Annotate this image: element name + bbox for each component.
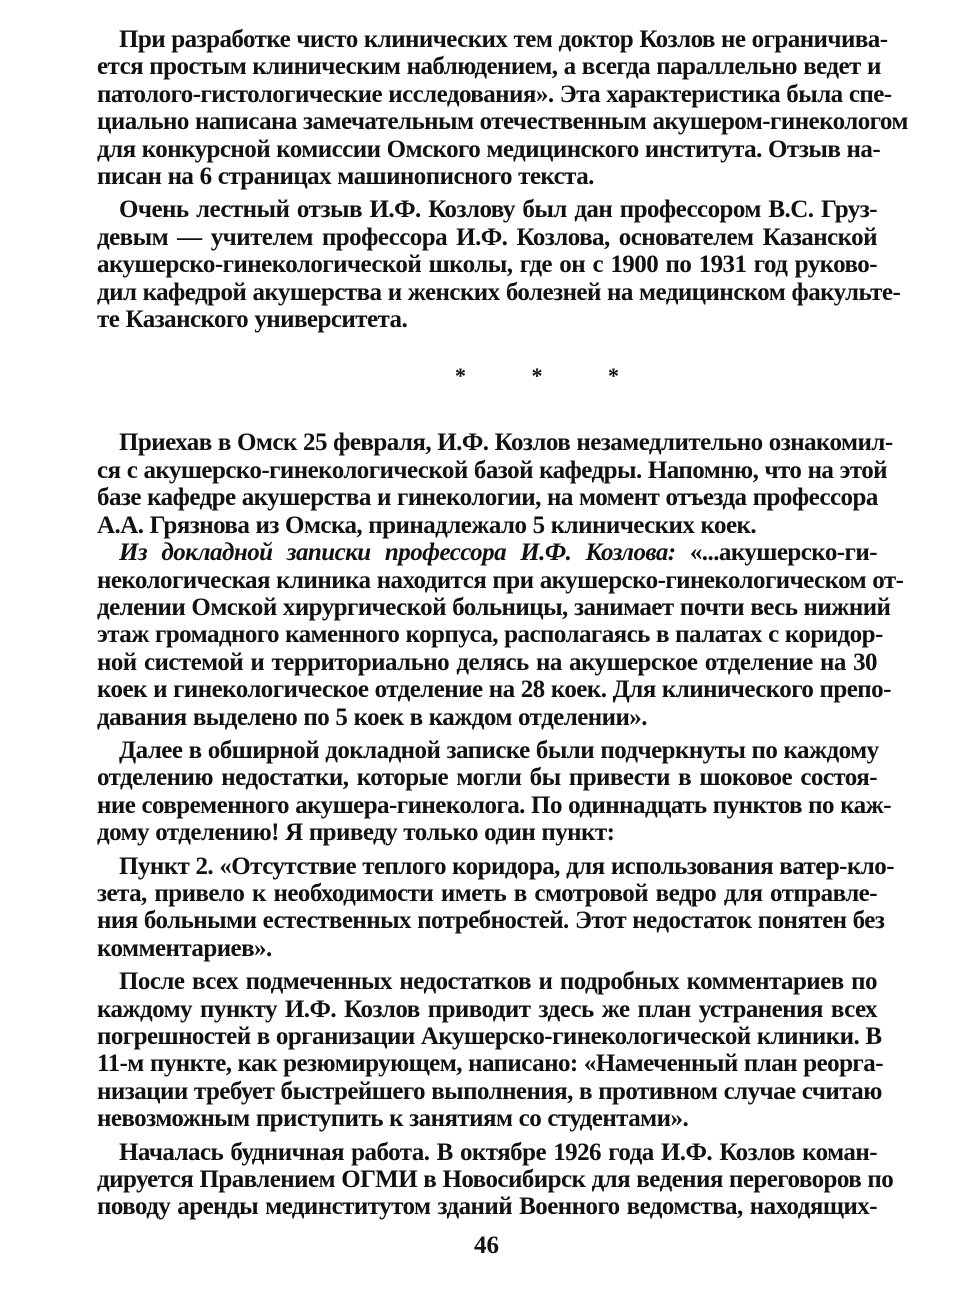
text-line: писан на 6 страницах машинописного текста. — [97, 163, 594, 191]
text-line: Началась будничная работа. В октябре 1926 года И.Ф. Козлов коман- — [119, 1138, 877, 1166]
text-line — [97, 539, 877, 566]
text-line: этаж громадного каменного корпуса, располагаясь в палатах с коридор- — [97, 621, 883, 649]
text-line: базе кафедре акушерства и гинекологии, на момент отъезда профессора — [97, 484, 878, 512]
paragraph-5 — [97, 736, 891, 847]
paragraph-4 — [97, 539, 904, 731]
text-line: некологическая клиника находится при акушерско-гинекологическом от- — [97, 566, 904, 594]
text-line: ние современного акушера-гинеколога. По одиннадцать пунктов по каж- — [97, 791, 891, 819]
text-line: каждому пункту И.Ф. Козлов приводит здесь же план устранения всех — [97, 995, 877, 1023]
report-quote-lead: Из докладной записки профессора И.Ф. Козлова: — [119, 539, 676, 567]
text-line: ной системой и территориально делясь на акушерское отделение на 30 — [97, 648, 877, 676]
text-line: делении Омской хирургической больницы, занимает почти весь нижний — [97, 593, 891, 621]
paragraph-7 — [97, 968, 883, 1133]
text-line: давания выделено по 5 коек в каждом отделении». — [97, 703, 647, 731]
text-line: низации требует быстрейшего выполнения, в противном случае считаю — [97, 1077, 882, 1105]
text-line: зета, привело к необходимости иметь в смотровой ведро для отправле- — [97, 879, 877, 907]
text-line: невозможным приступить к занятиям со студентами». — [97, 1105, 689, 1133]
text-line: дил кафедрой акушерства и женских болезней на медицинском факульте- — [97, 278, 901, 306]
text-line: 11-м пункте, как резюмирующем, написано: «Намеченный план реорга- — [97, 1050, 883, 1078]
text-line: акушерско-гинекологической школы, где он с 1900 по 1931 год руково- — [97, 251, 877, 279]
text-line: девым — учителем профессора И.Ф. Козлова, основателем Казанской — [97, 223, 877, 251]
paragraph-8 — [97, 1138, 894, 1221]
text-line: При разработке чисто клинических тем доктор Козлов не ограничива- — [119, 26, 888, 53]
text-line: отделению недостатки, которые могли бы привести в шоковое состоя- — [97, 764, 877, 792]
text-line: ется простым клиническим наблюдением, а всегда параллельно ведет и — [97, 53, 881, 81]
text-line: те Казанского университета. — [97, 306, 408, 334]
text-fragment: «...акушерско-ги- — [675, 539, 877, 567]
text-line: дируется Правлением ОГМИ в Новосибирск для ведения переговоров по — [97, 1166, 894, 1194]
text-line: А.А. Грязнова из Омска, принадлежало 5 клинических коек. — [97, 511, 757, 539]
page-number: 46 — [474, 1232, 499, 1259]
text-line: поводу аренды мединститутом зданий Военного ведомства, находящих- — [97, 1193, 877, 1221]
text-line: коек и гинекологическое отделение на 28 коек. Для клинического препо- — [97, 676, 891, 704]
text-line: погрешностей в организации Акушерско-гинекологической клиники. В — [97, 1023, 882, 1050]
section-separator: * * * — [455, 363, 649, 389]
text-line: дому отделению! Я приведу только один пункт: — [97, 819, 615, 847]
text-line: комментариев». — [97, 934, 272, 962]
page-body — [97, 26, 908, 1221]
text-line: Далее в обширной докладной записке были подчеркнуты по каждому — [119, 736, 879, 764]
text-line: После всех подмеченных недостатков и подробных комментариев по — [119, 968, 877, 996]
text-line: для конкурсной комиссии Омского медицинского института. Отзыв на- — [97, 135, 881, 163]
text-line: патолого-гистологические исследования». Эта характеристика была спе- — [97, 80, 892, 108]
text-line: ния больными естественных потребностей. Этот недостаток понятен без — [97, 907, 885, 935]
text-line: циально написана замечательным отечественным акушером-гинекологом — [97, 108, 908, 136]
text-line: ся с акушерско-гинекологической базой кафедры. Напомню, что на этой — [97, 456, 888, 484]
paragraph-1 — [97, 26, 908, 191]
text-line: Пункт 2. «Отсутствие теплого коридора, для использования ватер-кло- — [119, 852, 895, 880]
paragraph-3 — [97, 429, 893, 539]
text-line: Приехав в Омск 25 февраля, И.Ф. Козлов незамедлительно ознакомил- — [119, 429, 893, 457]
paragraph-2 — [97, 196, 901, 334]
paragraph-6 — [97, 852, 895, 963]
text-line: Очень лестный отзыв И.Ф. Козлову был дан профессором В.С. Груз- — [119, 196, 877, 224]
